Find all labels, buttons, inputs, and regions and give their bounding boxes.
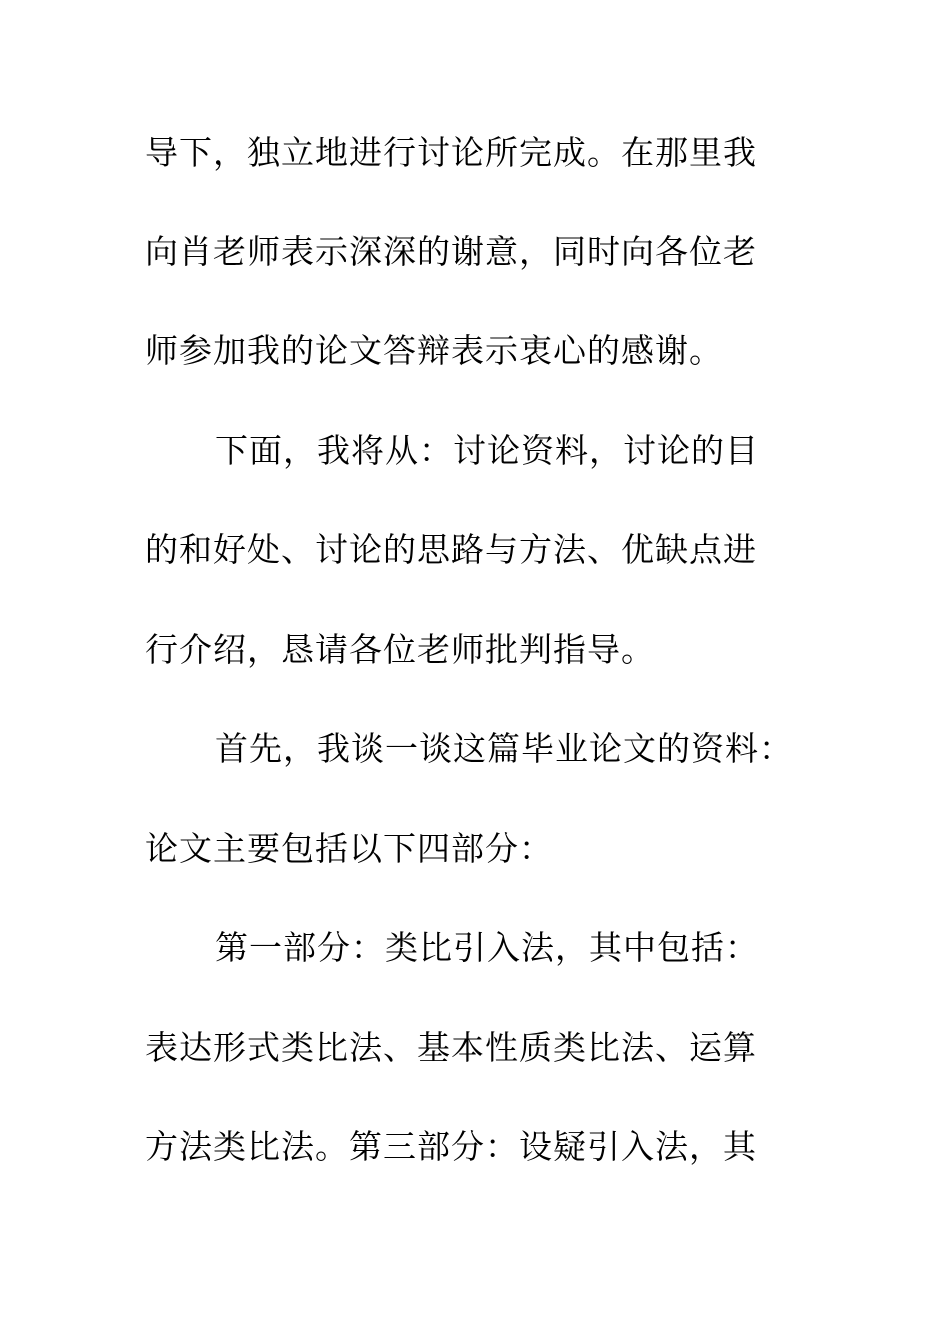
text-line: 表达形式类比法、基本性质类比法、运算 xyxy=(145,1028,757,1067)
text-line: 师参加我的论文答辩表示衷心的感谢。 xyxy=(145,331,723,370)
paragraph-first-line: 下面，我将从：讨论资料，讨论的目 xyxy=(215,431,759,470)
text-line: 行介绍，恳请各位老师批判指导。 xyxy=(145,630,655,669)
text-line: 论文主要包括以下四部分： xyxy=(145,829,553,868)
text-line: 导下，独立地进行讨论所完成。在那里我 xyxy=(145,133,757,172)
text-line: 向肖老师表示深深的谢意，同时向各位老 xyxy=(145,232,757,271)
text-line: 的和好处、讨论的思路与方法、优缺点进 xyxy=(145,530,757,569)
paragraph-first-line: 第一部分：类比引入法，其中包括： xyxy=(215,928,759,967)
paragraph-first-line: 首先，我谈一谈这篇毕业论文的资料： xyxy=(215,729,793,768)
text-line: 方法类比法。第三部分：设疑引入法，其 xyxy=(145,1127,757,1166)
